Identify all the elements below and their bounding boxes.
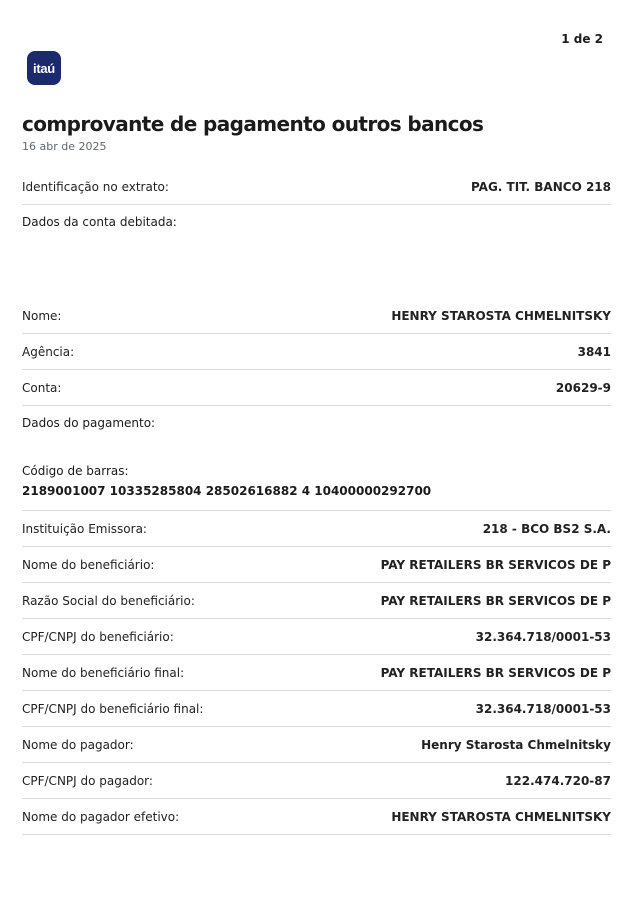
payment-label: Razão Social do beneficiário: (22, 593, 195, 608)
barcode-value: 2189001007 10335285804 28502616882 4 10400000292700 (22, 484, 432, 498)
receipt-date: 16 abr de 2025 (22, 140, 107, 153)
debit-row-account (22, 370, 611, 406)
payment-label: Nome do pagador: (22, 737, 134, 752)
debit-value: 3841 (577, 344, 611, 359)
payment-section-label: Dados do pagamento: (22, 416, 156, 430)
page-title: comprovante de pagamento outros bancos (22, 112, 484, 136)
debit-label: Agência: (22, 344, 75, 359)
payment-row-payer (22, 727, 611, 763)
payment-row-final-beneficiary-doc (22, 691, 611, 727)
debit-section-heading (22, 205, 611, 298)
debit-section-label: Dados da conta debitada: (22, 215, 177, 229)
payment-row-payer-doc (22, 763, 611, 799)
payment-value: 32.364.718/0001-53 (475, 629, 611, 644)
debit-label: Nome: (22, 308, 62, 323)
payment-value: PAY RETAILERS BR SERVICOS DE P (380, 593, 611, 608)
payment-value: HENRY STAROSTA CHMELNITSKY (391, 809, 611, 824)
debit-value: HENRY STAROSTA CHMELNITSKY (391, 308, 611, 323)
payment-section-heading (22, 406, 611, 464)
payment-row-issuer (22, 511, 611, 547)
payment-row-beneficiary (22, 547, 611, 583)
receipt-details (22, 169, 611, 835)
barcode-label: Código de barras: (22, 464, 129, 478)
payment-label: Instituição Emissora: (22, 521, 147, 536)
payment-value: PAY RETAILERS BR SERVICOS DE P (380, 665, 611, 680)
payment-value: 122.474.720-87 (505, 773, 611, 788)
payment-label: Nome do beneficiário: (22, 557, 155, 572)
payment-label: CPF/CNPJ do beneficiário: (22, 629, 174, 644)
payment-label: Nome do beneficiário final: (22, 665, 185, 680)
payment-value: Henry Starosta Chmelnitsky (421, 737, 611, 752)
debit-value: 20629-9 (555, 380, 611, 395)
payment-label: CPF/CNPJ do pagador: (22, 773, 153, 788)
extrato-label: Identificação no extrato: (22, 179, 169, 194)
payment-value: 218 - BCO BS2 S.A. (482, 521, 611, 536)
payment-row-legal-name (22, 583, 611, 619)
payment-label: Nome do pagador efetivo: (22, 809, 180, 824)
payment-row-final-beneficiary (22, 655, 611, 691)
payment-label: CPF/CNPJ do beneficiário final: (22, 701, 204, 716)
debit-row-name (22, 298, 611, 334)
extrato-row (22, 169, 611, 205)
payment-row-effective-payer (22, 799, 611, 835)
barcode-row (22, 464, 611, 511)
itau-logo: itaú (27, 51, 61, 85)
debit-row-agency (22, 334, 611, 370)
payment-row-beneficiary-doc (22, 619, 611, 655)
payment-value: PAY RETAILERS BR SERVICOS DE P (380, 557, 611, 572)
payment-value: 32.364.718/0001-53 (475, 701, 611, 716)
page-indicator: 1 de 2 (561, 32, 603, 46)
debit-label: Conta: (22, 380, 62, 395)
extrato-value: PAG. TIT. BANCO 218 (470, 179, 611, 194)
